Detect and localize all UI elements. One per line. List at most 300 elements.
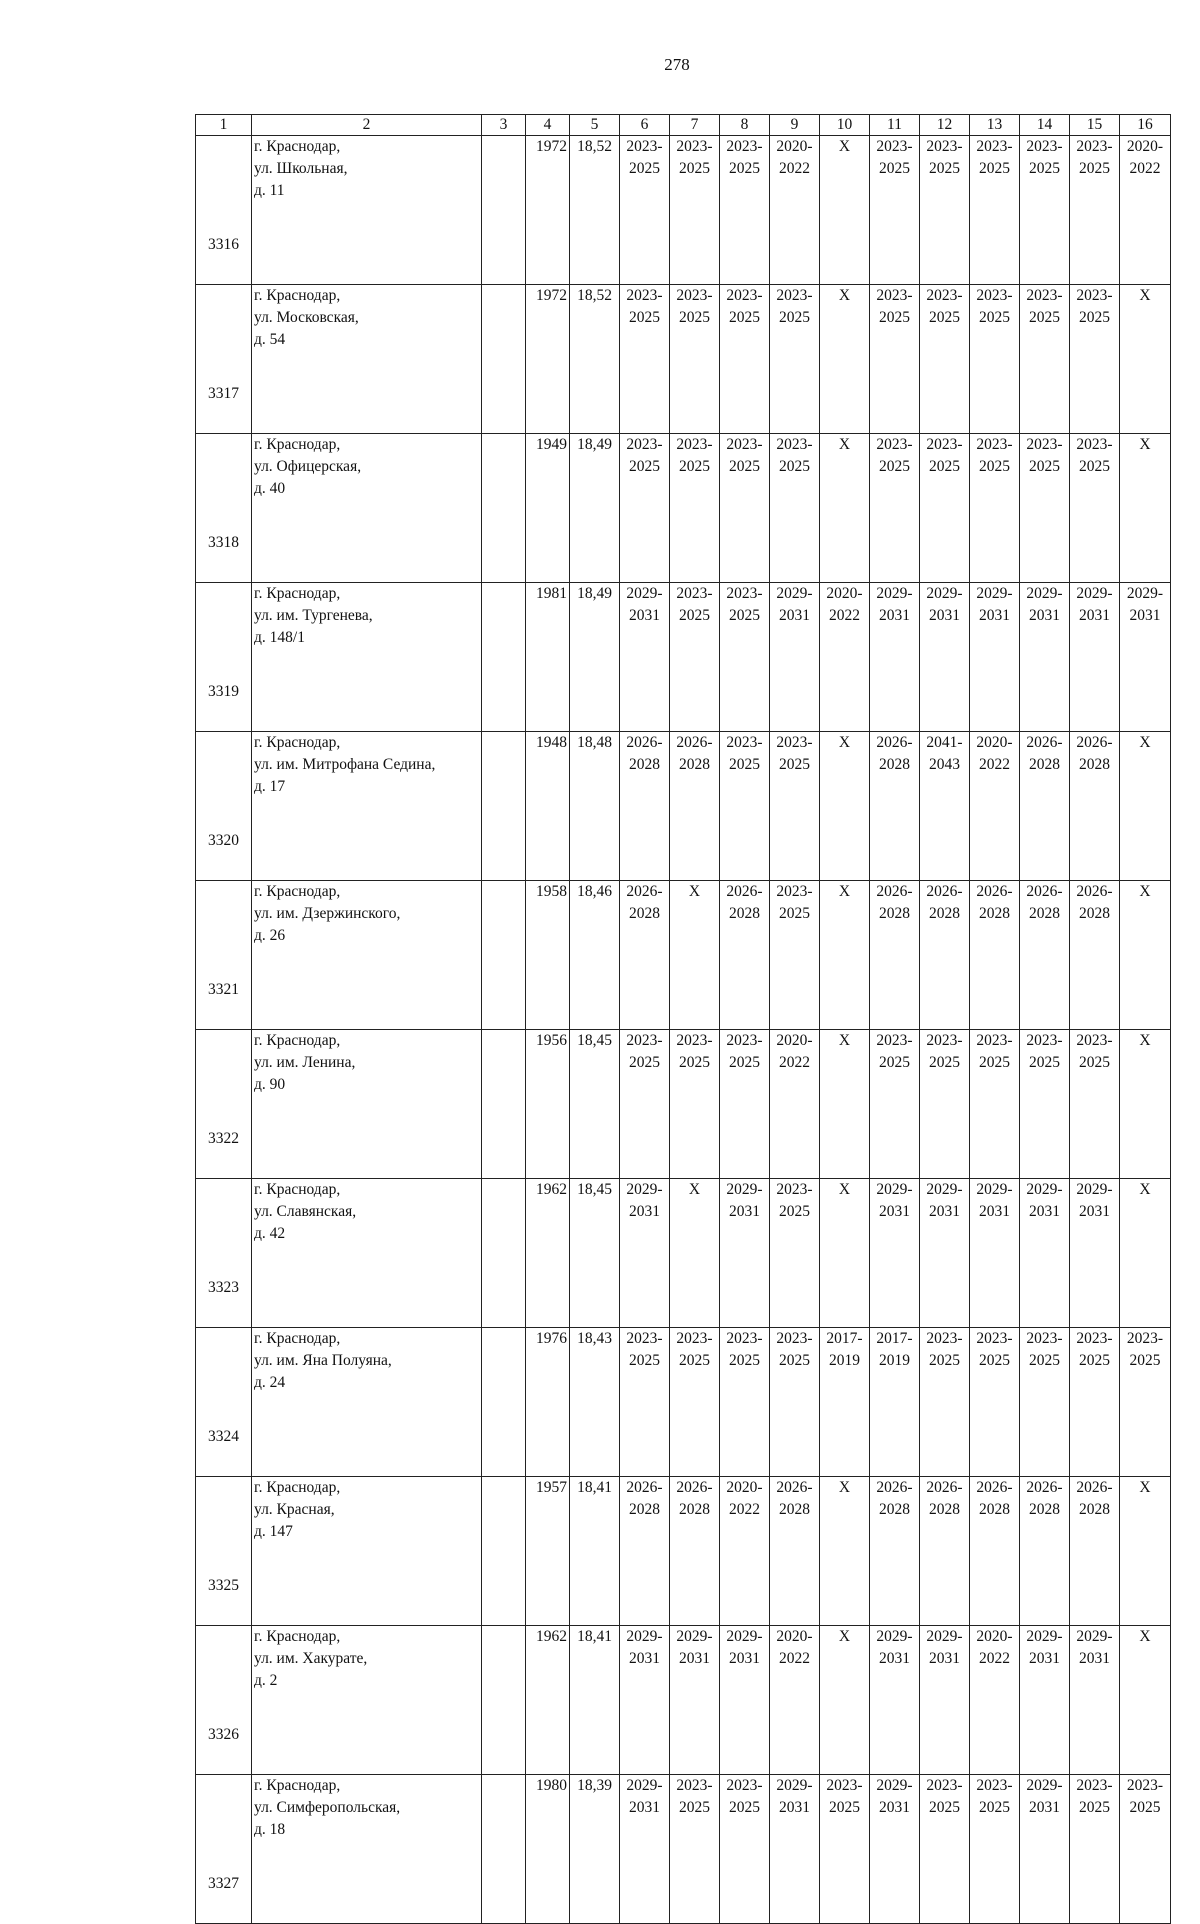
- period-cell: [620, 1477, 670, 1626]
- period-cell: [970, 583, 1020, 732]
- period-end: 2028: [879, 756, 910, 773]
- period-end: 2028: [629, 905, 660, 922]
- page-number: 278: [664, 55, 690, 74]
- period-cell: [720, 1328, 770, 1477]
- period-end: 2022: [729, 1501, 760, 1518]
- year-cell: 1972: [526, 136, 570, 285]
- period-start: 2023-: [926, 138, 963, 155]
- period-cell: [920, 1775, 970, 1924]
- period-start: 2023-: [626, 1330, 663, 1347]
- period-end: 2031: [629, 1799, 660, 1816]
- period-end: 2025: [929, 309, 960, 326]
- period-cell: [620, 285, 670, 434]
- period-end: 2028: [1079, 756, 1110, 773]
- area-cell: 18,41: [570, 1626, 620, 1775]
- period-cell: [1070, 881, 1120, 1030]
- address-line: г. Краснодар,: [254, 734, 341, 751]
- period-start: 2029-: [726, 1181, 763, 1198]
- period-cell: [620, 881, 670, 1030]
- column-header: 6: [620, 115, 670, 136]
- period-start: 2023-: [1076, 1777, 1113, 1794]
- table-row: [196, 434, 1171, 583]
- period-end: 2025: [979, 458, 1010, 475]
- period-start: 2023-: [1126, 1330, 1164, 1347]
- period-end: 2031: [879, 1799, 910, 1816]
- period-cell: [1020, 583, 1070, 732]
- period-end: 2031: [1079, 607, 1110, 624]
- area-cell: 18,49: [570, 583, 620, 732]
- table-row: [196, 583, 1171, 732]
- empty-cell: [482, 583, 526, 732]
- row-number: 3317: [196, 285, 252, 434]
- period-end: 2025: [679, 1799, 710, 1816]
- period-cell: X: [1120, 1030, 1171, 1179]
- period-cell: [620, 1775, 670, 1924]
- address-line: ул. Московская,: [254, 309, 359, 326]
- period-start: 2026-: [1026, 1479, 1063, 1496]
- period-cell: X: [1120, 434, 1171, 583]
- empty-cell: [482, 1030, 526, 1179]
- period-cell: [870, 1775, 920, 1924]
- period-start: 2023-: [626, 287, 663, 304]
- column-header: 12: [920, 115, 970, 136]
- period-end: 2028: [629, 756, 660, 773]
- period-start: 2029-: [1076, 1628, 1113, 1645]
- empty-cell: [482, 1328, 526, 1477]
- period-end: 2025: [979, 1054, 1010, 1071]
- period-cell: X: [820, 732, 870, 881]
- period-start: 2023-: [1076, 138, 1113, 155]
- period-cell: [1070, 1775, 1120, 1924]
- period-end: 2031: [629, 607, 660, 624]
- empty-cell: [482, 1775, 526, 1924]
- period-cell: [670, 1328, 720, 1477]
- period-start: 2029-: [1026, 1181, 1063, 1198]
- column-header: 15: [1070, 115, 1120, 136]
- period-start: 2023-: [1026, 1032, 1063, 1049]
- period-cell: [1020, 1477, 1070, 1626]
- period-end: 2028: [779, 1501, 810, 1518]
- empty-cell: [482, 881, 526, 1030]
- period-start: 2023-: [926, 1777, 963, 1794]
- period-start: 2023-: [926, 287, 963, 304]
- period-end: 2028: [1029, 1501, 1060, 1518]
- period-end: 2025: [1029, 458, 1060, 475]
- period-end: 2031: [1029, 1650, 1060, 1667]
- period-start: 2020-: [1126, 138, 1164, 155]
- period-cell: [970, 732, 1020, 881]
- period-start: 2026-: [1076, 883, 1113, 900]
- period-end: 2025: [829, 1799, 860, 1816]
- table-row: [196, 136, 1171, 285]
- period-cell: [620, 732, 670, 881]
- period-cell: [870, 434, 920, 583]
- period-start: 2041-: [926, 734, 963, 751]
- table-row: [196, 1030, 1171, 1179]
- column-header: 9: [770, 115, 820, 136]
- period-cell: [770, 1775, 820, 1924]
- row-number: 3327: [196, 1775, 252, 1924]
- period-start: 2026-: [976, 883, 1013, 900]
- period-cell: [1120, 1328, 1171, 1477]
- period-cell: [870, 881, 920, 1030]
- period-end: 2031: [879, 1203, 910, 1220]
- period-end: 2028: [879, 905, 910, 922]
- period-cell: [670, 1030, 720, 1179]
- period-cell: [870, 1626, 920, 1775]
- address-cell: [252, 732, 482, 881]
- period-cell: [970, 1179, 1020, 1328]
- period-cell: [870, 583, 920, 732]
- period-cell: [870, 285, 920, 434]
- period-cell: [770, 136, 820, 285]
- period-end: 2025: [679, 160, 710, 177]
- period-end: 2031: [779, 1799, 810, 1816]
- period-cell: [1070, 136, 1120, 285]
- housing-register-table: [195, 114, 1171, 1924]
- year-cell: 1958: [526, 881, 570, 1030]
- period-end: 2025: [629, 1054, 660, 1071]
- period-cell: [970, 434, 1020, 583]
- period-cell: [720, 1030, 770, 1179]
- period-cell: X: [820, 136, 870, 285]
- period-cell: [770, 583, 820, 732]
- period-end: 2025: [929, 1352, 960, 1369]
- address-line: д. 2: [254, 1672, 278, 1689]
- period-end: 2025: [629, 160, 660, 177]
- period-cell: [920, 583, 970, 732]
- area-cell: 18,52: [570, 136, 620, 285]
- period-cell: [920, 881, 970, 1030]
- period-cell: [870, 732, 920, 881]
- period-start: 2029-: [876, 1181, 913, 1198]
- address-line: д. 24: [254, 1374, 286, 1391]
- address-line: ул. Школьная,: [254, 160, 348, 177]
- period-end: 2031: [1029, 607, 1060, 624]
- period-start: 2026-: [876, 883, 913, 900]
- period-cell: [1020, 1626, 1070, 1775]
- empty-cell: [482, 434, 526, 583]
- period-cell: [770, 1626, 820, 1775]
- address-line: г. Краснодар,: [254, 1628, 341, 1645]
- period-end: 2022: [1129, 160, 1161, 177]
- period-cell: [770, 1030, 820, 1179]
- column-header: 3: [482, 115, 526, 136]
- period-end: 2025: [1029, 1054, 1060, 1071]
- address-line: г. Краснодар,: [254, 1181, 341, 1198]
- table-row: [196, 1179, 1171, 1328]
- period-start: 2023-: [976, 1777, 1013, 1794]
- period-cell: [770, 434, 820, 583]
- period-cell: X: [670, 881, 720, 1030]
- column-header: 13: [970, 115, 1020, 136]
- row-number: 3316: [196, 136, 252, 285]
- period-cell: [1070, 1477, 1120, 1626]
- period-cell: [720, 881, 770, 1030]
- period-start: 2029-: [1026, 585, 1063, 602]
- period-start: 2029-: [876, 585, 913, 602]
- period-end: 2022: [979, 1650, 1010, 1667]
- period-cell: [820, 1328, 870, 1477]
- address-cell: [252, 881, 482, 1030]
- period-start: 2023-: [926, 436, 963, 453]
- period-end: 2025: [1079, 309, 1110, 326]
- address-cell: [252, 583, 482, 732]
- period-cell: [770, 285, 820, 434]
- period-cell: [1020, 1775, 1070, 1924]
- period-start: 2029-: [776, 585, 813, 602]
- period-start: 2023-: [1076, 287, 1113, 304]
- period-start: 2023-: [726, 436, 763, 453]
- row-number: 3326: [196, 1626, 252, 1775]
- column-header: 8: [720, 115, 770, 136]
- period-start: 2023-: [926, 1330, 963, 1347]
- period-cell: [1020, 285, 1070, 434]
- period-end: 2031: [1029, 1203, 1060, 1220]
- period-start: 2023-: [676, 138, 713, 155]
- period-end: 2028: [679, 756, 710, 773]
- column-header: 4: [526, 115, 570, 136]
- area-cell: 18,45: [570, 1030, 620, 1179]
- period-start: 2023-: [1126, 1777, 1164, 1794]
- period-cell: [870, 136, 920, 285]
- period-cell: [870, 1179, 920, 1328]
- period-end: 2031: [729, 1203, 760, 1220]
- period-end: 2025: [1079, 1054, 1110, 1071]
- area-cell: 18,45: [570, 1179, 620, 1328]
- period-cell: [670, 1775, 720, 1924]
- period-cell: [1070, 285, 1120, 434]
- period-cell: X: [1120, 1477, 1171, 1626]
- period-start: 2020-: [976, 1628, 1013, 1645]
- period-start: 2020-: [826, 585, 863, 602]
- period-start: 2023-: [626, 1032, 663, 1049]
- period-start: 2026-: [626, 883, 663, 900]
- row-number: 3320: [196, 732, 252, 881]
- period-cell: [870, 1030, 920, 1179]
- period-start: 2029-: [1026, 1777, 1063, 1794]
- address-cell: [252, 1179, 482, 1328]
- period-end: 2025: [679, 458, 710, 475]
- period-end: 2022: [779, 1054, 810, 1071]
- row-number: 3325: [196, 1477, 252, 1626]
- period-cell: [1070, 1030, 1120, 1179]
- period-end: 2025: [729, 756, 760, 773]
- period-start: 2029-: [626, 585, 663, 602]
- period-end: 2031: [929, 1203, 960, 1220]
- period-end: 2031: [1129, 607, 1161, 624]
- period-start: 2023-: [926, 1032, 963, 1049]
- period-cell: [1070, 1328, 1120, 1477]
- address-line: д. 11: [254, 182, 285, 199]
- area-cell: 18,39: [570, 1775, 620, 1924]
- column-header: 16: [1120, 115, 1171, 136]
- period-cell: [1020, 434, 1070, 583]
- period-start: 2026-: [676, 1479, 713, 1496]
- address-line: ул. Красная,: [254, 1501, 335, 1518]
- period-start: 2026-: [726, 883, 763, 900]
- period-start: 2023-: [976, 138, 1013, 155]
- period-cell: [720, 285, 770, 434]
- table-row: [196, 881, 1171, 1030]
- period-start: 2029-: [626, 1181, 663, 1198]
- table-row: [196, 1328, 1171, 1477]
- period-cell: [670, 583, 720, 732]
- period-cell: [970, 285, 1020, 434]
- table-row: [196, 1626, 1171, 1775]
- period-cell: [820, 583, 870, 732]
- row-number: 3318: [196, 434, 252, 583]
- period-end: 2025: [1079, 160, 1110, 177]
- address-line: г. Краснодар,: [254, 436, 341, 453]
- period-start: 2023-: [1076, 436, 1113, 453]
- period-end: 2025: [679, 1352, 710, 1369]
- year-cell: 1976: [526, 1328, 570, 1477]
- period-start: 2020-: [976, 734, 1013, 751]
- address-line: д. 42: [254, 1225, 286, 1242]
- address-line: ул. Офицерская,: [254, 458, 362, 475]
- period-start: 2023-: [976, 287, 1013, 304]
- period-end: 2025: [629, 458, 660, 475]
- address-line: д. 147: [254, 1523, 293, 1540]
- period-start: 2023-: [976, 1032, 1013, 1049]
- period-start: 2029-: [776, 1777, 813, 1794]
- period-end: 2025: [929, 1799, 960, 1816]
- address-line: ул. им. Тургенева,: [254, 607, 373, 624]
- period-cell: [770, 881, 820, 1030]
- period-start: 2026-: [876, 1479, 913, 1496]
- year-cell: 1962: [526, 1179, 570, 1328]
- period-end: 2031: [879, 607, 910, 624]
- period-cell: [1020, 1030, 1070, 1179]
- period-end: 2025: [1029, 160, 1060, 177]
- address-line: г. Краснодар,: [254, 585, 341, 602]
- period-start: 2023-: [776, 1330, 813, 1347]
- period-start: 2023-: [1026, 138, 1063, 155]
- period-start: 2029-: [876, 1777, 913, 1794]
- period-cell: [1120, 583, 1171, 732]
- period-start: 2023-: [726, 585, 763, 602]
- period-start: 2023-: [676, 1777, 713, 1794]
- area-cell: 18,43: [570, 1328, 620, 1477]
- period-start: 2029-: [626, 1628, 663, 1645]
- period-end: 2031: [779, 607, 810, 624]
- period-cell: [770, 1328, 820, 1477]
- table-row: [196, 732, 1171, 881]
- period-cell: [720, 1477, 770, 1626]
- empty-cell: [482, 1626, 526, 1775]
- year-cell: 1956: [526, 1030, 570, 1179]
- period-end: 2025: [729, 458, 760, 475]
- period-start: 2026-: [926, 883, 963, 900]
- period-start: 2029-: [626, 1777, 663, 1794]
- period-cell: [770, 1477, 820, 1626]
- period-cell: [720, 1179, 770, 1328]
- period-cell: [620, 136, 670, 285]
- period-cell: [920, 136, 970, 285]
- address-line: д. 40: [254, 480, 286, 497]
- period-start: 2020-: [776, 1032, 813, 1049]
- address-cell: [252, 285, 482, 434]
- period-cell: [670, 732, 720, 881]
- period-end: 2028: [929, 1501, 960, 1518]
- period-cell: [720, 1626, 770, 1775]
- period-end: 2031: [729, 1650, 760, 1667]
- address-line: д. 18: [254, 1821, 286, 1838]
- empty-cell: [482, 1477, 526, 1626]
- period-cell: [620, 1030, 670, 1179]
- address-line: д. 17: [254, 778, 286, 795]
- period-cell: [920, 1328, 970, 1477]
- period-start: 2029-: [676, 1628, 713, 1645]
- period-start: 2023-: [776, 734, 813, 751]
- period-end: 2028: [1079, 1501, 1110, 1518]
- period-cell: [970, 1328, 1020, 1477]
- table-row: [196, 1775, 1171, 1924]
- address-line: г. Краснодар,: [254, 1032, 341, 1049]
- period-cell: X: [820, 434, 870, 583]
- period-end: 2025: [879, 309, 910, 326]
- period-cell: [620, 1328, 670, 1477]
- period-cell: [1070, 1179, 1120, 1328]
- period-cell: [770, 732, 820, 881]
- period-start: 2029-: [1026, 1628, 1063, 1645]
- period-end: 2031: [629, 1650, 660, 1667]
- year-cell: 1962: [526, 1626, 570, 1775]
- period-start: 2029-: [1076, 1181, 1113, 1198]
- period-end: 2025: [979, 1352, 1010, 1369]
- period-end: 2025: [879, 458, 910, 475]
- period-end: 2025: [1029, 309, 1060, 326]
- period-cell: [620, 583, 670, 732]
- period-start: 2023-: [726, 138, 763, 155]
- period-end: 2025: [979, 160, 1010, 177]
- period-start: 2017-: [876, 1330, 913, 1347]
- period-end: 2028: [979, 1501, 1010, 1518]
- period-end: 2031: [1029, 1799, 1060, 1816]
- address-line: г. Краснодар,: [254, 1330, 341, 1347]
- period-cell: [1020, 1328, 1070, 1477]
- period-end: 2043: [929, 756, 960, 773]
- period-start: 2029-: [926, 1628, 963, 1645]
- period-cell: [720, 583, 770, 732]
- period-start: 2026-: [976, 1479, 1013, 1496]
- period-end: 2022: [779, 160, 810, 177]
- period-end: 2025: [629, 309, 660, 326]
- period-cell: [670, 1477, 720, 1626]
- period-end: 2025: [1079, 1352, 1110, 1369]
- address-line: ул. Симферопольская,: [254, 1799, 401, 1816]
- period-cell: [620, 434, 670, 583]
- period-cell: [720, 136, 770, 285]
- period-end: 2025: [1079, 1799, 1110, 1816]
- period-end: 2031: [879, 1650, 910, 1667]
- period-start: 2023-: [626, 138, 663, 155]
- row-number: 3324: [196, 1328, 252, 1477]
- period-cell: [1020, 732, 1070, 881]
- period-start: 2023-: [876, 436, 913, 453]
- period-cell: [920, 434, 970, 583]
- period-cell: X: [820, 1179, 870, 1328]
- period-start: 2023-: [676, 1032, 713, 1049]
- period-cell: X: [1120, 285, 1171, 434]
- period-end: 2031: [1079, 1650, 1110, 1667]
- period-cell: X: [1120, 1626, 1171, 1775]
- period-end: 2025: [929, 458, 960, 475]
- period-start: 2023-: [876, 1032, 913, 1049]
- period-start: 2029-: [1076, 585, 1113, 602]
- period-end: 2022: [979, 756, 1010, 773]
